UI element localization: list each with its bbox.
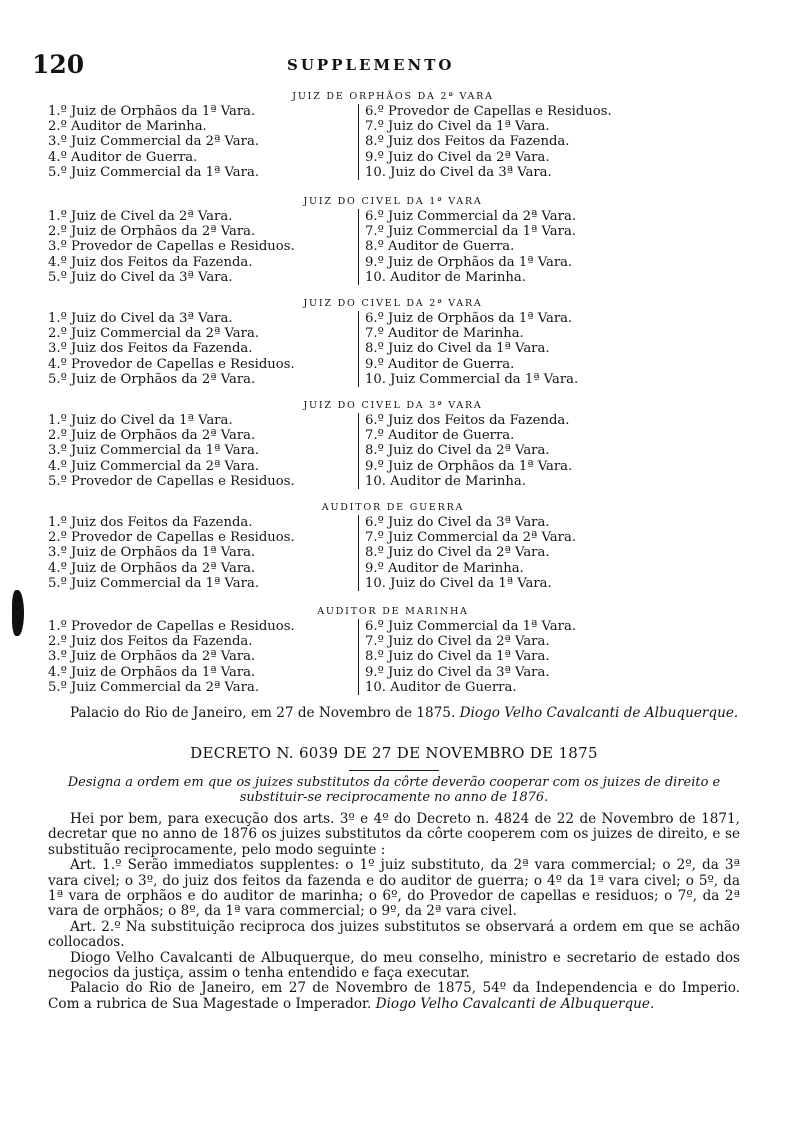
list-item: 6.º Juiz Commercial da 2ª Vara. — [365, 209, 577, 224]
list-item: 4.º Provedor de Capellas e Residuos. — [48, 356, 295, 372]
list-item: 5.º Juiz Commercial da 1ª Vara. — [48, 164, 260, 180]
list-item: 5.º Juiz do Civel da 3ª Vara. — [48, 269, 233, 285]
section-title: JUIZ DO CIVEL DA 1ª VARA — [303, 196, 483, 207]
list-item: 3.º Juiz Commercial da 2ª Vara. — [48, 134, 260, 150]
list-item: 8.º Juiz do Civel da 1ª Vara. — [365, 649, 550, 665]
section-title: AUDITOR DE MARINHA — [317, 606, 469, 617]
list-item: 3.º Provedor de Capellas e Residuos. — [48, 239, 295, 255]
right-column — [358, 619, 745, 695]
list-item: 9.º Auditor de Guerra. — [365, 356, 515, 372]
first-decree-closing — [48, 706, 740, 721]
list-item: 8.º Juiz do Civel da 2ª Vara. — [365, 443, 550, 459]
summary-rule — [349, 770, 439, 771]
decree-closing — [48, 981, 740, 1012]
list-item: 10. Auditor de Marinha. — [365, 269, 526, 285]
list-item: 7.º Juiz Commercial da 1ª Vara. — [365, 224, 577, 240]
list-item: 10. Auditor de Guerra. — [365, 679, 517, 695]
right-column — [358, 209, 745, 285]
decree-paragraph: Art. 2.º Na substituição reciproca dos juizes substitutos se observará a ordem em que se achão collocados. — [48, 918, 740, 951]
list-item: 8.º Juiz dos Feitos da Fazenda. — [365, 134, 570, 150]
list-item: 9.º Juiz de Orphãos da 1ª Vara. — [365, 458, 573, 474]
page-number: 120 — [32, 50, 85, 79]
list-item: 4.º Juiz dos Feitos da Fazenda. — [48, 254, 253, 270]
decree-closing-signature: Diogo Velho Cavalcanti de Albuquerque. — [375, 995, 655, 1012]
list-item: 2.º Juiz dos Feitos da Fazenda. — [48, 634, 253, 650]
list-item: 7.º Juiz do Civel da 2ª Vara. — [365, 634, 550, 650]
decree-paragraph: Art. 1.º Serão immediatos supplentes: o 1º juiz substituto, da 2ª vara commercial; o 2º, da 3ª vara civel; o 3º, do juiz dos feitos da fazenda e do auditor de guerra; o 4º da 1ª vara civel; o 5º, da 1ª vara de orphãos e do auditor de marinha; o 6º, do Provedor de capellas e residuos; o 7º, da 2ª vara de orphãos; o 8º, da 1ª vara commercial; o 9º, da 2ª vara civel. — [48, 857, 740, 920]
list-item: 2.º Auditor de Marinha. — [48, 119, 207, 135]
list-item: 10. Juiz Commercial da 1ª Vara. — [365, 371, 579, 387]
list-item: 9.º Juiz de Orphãos da 1ª Vara. — [365, 254, 573, 270]
page-header — [32, 50, 752, 84]
closing-place-date: Palacio do Rio de Janeiro, em 27 de Novembro de 1875. — [70, 705, 456, 721]
list-item: 1.º Juiz de Civel da 2ª Vara. — [48, 209, 233, 224]
list-item: 8.º Auditor de Guerra. — [365, 239, 515, 255]
list-item: 4.º Auditor de Guerra. — [48, 149, 198, 165]
decree-body — [48, 812, 740, 1012]
list-item: 7.º Auditor de Marinha. — [365, 326, 524, 342]
section-juiz-orphaos-2 — [48, 90, 738, 180]
list-item: 1.º Juiz de Orphãos da 1ª Vara. — [48, 104, 256, 119]
closing-signature: Diogo Velho Cavalcanti de Albuquerque. — [459, 705, 739, 721]
list-item: 3.º Juiz Commercial da 1ª Vara. — [48, 443, 260, 459]
list-item: 10. Juiz do Civel da 3ª Vara. — [365, 164, 552, 180]
list-item: 9.º Juiz do Civel da 3ª Vara. — [365, 664, 550, 680]
section-columns — [48, 104, 738, 180]
margin-ink-mark — [12, 590, 24, 636]
list-item: 3.º Juiz dos Feitos da Fazenda. — [48, 341, 253, 357]
list-item: 6.º Provedor de Capellas e Residuos. — [365, 104, 612, 119]
left-column — [48, 311, 348, 387]
list-item: 4.º Juiz de Orphãos da 2ª Vara. — [48, 560, 256, 576]
list-item: 6.º Juiz do Civel da 3ª Vara. — [365, 515, 550, 530]
running-head: SUPPLEMENTO — [287, 56, 455, 74]
section-title: JUIZ DE ORPHÃOS DA 2ª VARA — [292, 91, 494, 102]
section-title: JUIZ DO CIVEL DA 3ª VARA — [303, 400, 483, 411]
list-item: 7.º Juiz do Civel da 1ª Vara. — [365, 119, 550, 135]
section-columns — [48, 209, 738, 285]
section-juiz-civel-1 — [48, 195, 738, 285]
decree-paragraph: Diogo Velho Cavalcanti de Albuquerque, do meu conselho, ministro e secretario de estado dos negocios da justiça, assim o tenha entendido e faça executar. — [48, 949, 740, 982]
section-auditor-guerra — [48, 501, 738, 591]
list-item: 4.º Juiz de Orphãos da 1ª Vara. — [48, 664, 256, 680]
list-item: 10. Juiz do Civel da 1ª Vara. — [365, 575, 552, 591]
list-item: 9.º Auditor de Marinha. — [365, 560, 524, 576]
list-item: 2.º Provedor de Capellas e Residuos. — [48, 530, 295, 546]
list-item: 3.º Juiz de Orphãos da 2ª Vara. — [48, 649, 256, 665]
decree-paragraph: Hei por bem, para execução dos arts. 3º e 4º do Decreto n. 4824 de 22 de Novembro de 1871, decretar que no anno de 1876 os juizes substitutos da côrte cooperem com os juizes de direito, e se substituão reciprocamente, pelo modo seguinte : — [48, 811, 740, 858]
list-item: 1.º Juiz do Civel da 3ª Vara. — [48, 311, 233, 326]
section-columns — [48, 619, 738, 695]
decree-closing-text: Palacio do Rio de Janeiro, em 27 de Novembro de 1875, 54º da Independencia e do Imperio. Com a rubrica de Sua Magestade o Imperador. — [48, 980, 740, 1012]
section-columns — [48, 413, 738, 489]
section-auditor-marinha — [48, 605, 738, 695]
section-title: AUDITOR DE GUERRA — [321, 502, 465, 513]
decree-summary: Designa a ordem em que os juizes substitutos da côrte deverão cooperar com os juizes de direito e substituir-se reciprocamente no anno de 1876. — [67, 775, 721, 805]
left-column — [48, 209, 348, 285]
list-item: 7.º Auditor de Guerra. — [365, 428, 515, 444]
right-column — [358, 413, 745, 489]
list-item: 3.º Juiz de Orphãos da 1ª Vara. — [48, 545, 256, 561]
list-item: 9.º Juiz do Civel da 2ª Vara. — [365, 149, 550, 165]
list-item: 8.º Juiz do Civel da 1ª Vara. — [365, 341, 550, 357]
list-item: 5.º Juiz de Orphãos da 2ª Vara. — [48, 371, 256, 387]
left-column — [48, 104, 348, 180]
list-item: 10. Auditor de Marinha. — [365, 473, 526, 489]
list-item: 6.º Juiz dos Feitos da Fazenda. — [365, 413, 570, 428]
decree-title: DECRETO N. 6039 DE 27 DE NOVEMBRO DE 1875 — [190, 744, 598, 762]
decree-summary-block — [48, 770, 740, 805]
section-columns — [48, 311, 738, 387]
left-column — [48, 515, 348, 591]
list-item: 5.º Provedor de Capellas e Residuos. — [48, 473, 295, 489]
section-juiz-civel-2 — [48, 297, 738, 387]
list-item: 4.º Juiz Commercial da 2ª Vara. — [48, 458, 260, 474]
list-item: 6.º Juiz de Orphãos da 1ª Vara. — [365, 311, 573, 326]
list-item: 5.º Juiz Commercial da 1ª Vara. — [48, 575, 260, 591]
list-item: 2.º Juiz de Orphãos da 2ª Vara. — [48, 224, 256, 240]
right-column — [358, 515, 745, 591]
left-column — [48, 619, 348, 695]
list-item: 2.º Juiz de Orphãos da 2ª Vara. — [48, 428, 256, 444]
list-item: 8.º Juiz do Civel da 2ª Vara. — [365, 545, 550, 561]
list-item: 1.º Juiz dos Feitos da Fazenda. — [48, 515, 253, 530]
list-item: 1.º Provedor de Capellas e Residuos. — [48, 619, 295, 634]
list-item: 6.º Juiz Commercial da 1ª Vara. — [365, 619, 577, 634]
section-columns — [48, 515, 738, 591]
right-column — [358, 311, 745, 387]
list-item: 1.º Juiz do Civel da 1ª Vara. — [48, 413, 233, 428]
left-column — [48, 413, 348, 489]
section-juiz-civel-3 — [48, 399, 738, 489]
section-title: JUIZ DO CIVEL DA 2ª VARA — [303, 298, 483, 309]
right-column — [358, 104, 745, 180]
list-item: 2.º Juiz Commercial da 2ª Vara. — [48, 326, 260, 342]
list-item: 5.º Juiz Commercial da 2ª Vara. — [48, 679, 260, 695]
list-item: 7.º Juiz Commercial da 2ª Vara. — [365, 530, 577, 546]
